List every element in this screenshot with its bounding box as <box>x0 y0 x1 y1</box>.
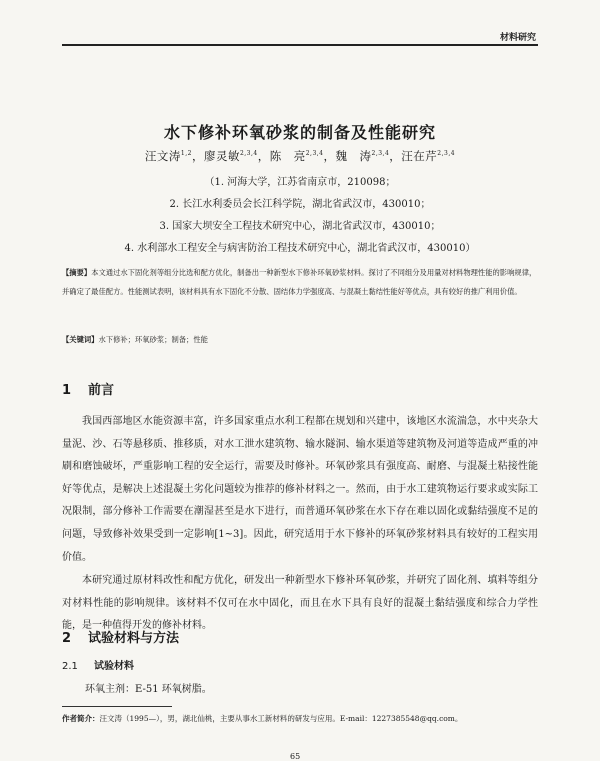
author: 汪在芹$^{2,3,4}$ <box>401 149 456 163</box>
footnote-label: 作者简介： <box>62 714 100 723</box>
journal-section-tag: 材料研究 <box>499 33 536 43</box>
affiliation-line: （1. 河海大学，江苏省南京市，210098； <box>204 177 396 188</box>
intro-paragraph: 我国西部地区水能资源丰富，许多国家重点水利工程都在规划和兴建中，该地区水流湍急，水中夹杂大量泥、沙、石等悬移质、推移质，对水工泄水建筑物、输水隧洞、输水渠道等建筑物及河道等造成严重的冲刷和磨蚀破坏，严重影响工程的安全运行，需要及时修补。环氧砂浆具有强度高、耐磨、与混凝土粘接性能好等优点，是解决上述混凝土劣化问题较为推荐的修补材料之一。然而，由于水工建筑物运行要求或实际工况限制，部分修补工作需要在潮湿甚至是水下进行，而普通环氧砂浆在水下存在难以固化或黏结强度不足的问题，导致修补效果受到一定影响[1~3]。因此，研究适用于水下修补的环氧砂浆材料具有较好的工程实用价值。 <box>62 416 538 563</box>
author: 魏 涛$^{2,3,4}$， <box>335 149 402 163</box>
materials-line: 环氧主剂：E-51 环氧树脂。 <box>85 684 212 695</box>
abstract-label: 【摘要】 <box>62 268 92 277</box>
keywords <box>62 335 540 345</box>
affiliation-line: 3. 国家大坝安全工程技术研究中心，湖北省武汉市，430010； <box>159 221 441 232</box>
affiliation-line: 4. 水利部水工程安全与病害防治工程技术研究中心，湖北省武汉市，430010） <box>124 243 476 254</box>
keywords-label: 【关键词】 <box>62 335 99 344</box>
intro-paragraph: 本研究通过原材料改性和配方优化，研发出一种新型水下修补环氧砂浆，并研究了固化剂、填料等组分对材料性能的影响规律。该材料不仅可在水中固化，而且在水下具有良好的混凝土黏结强度和综合力学性能，是一种值得开发的修补材料。 <box>62 575 538 632</box>
affiliation-list <box>0 172 600 260</box>
section-heading-materials-methods: 2 试验材料与方法 <box>62 631 180 646</box>
paper-title: 水下修补环氧砂浆的制备及性能研究 <box>163 123 436 142</box>
author: 陈 亮$^{2,3,4}$， <box>269 149 336 163</box>
author-list <box>0 148 600 164</box>
affiliation-line: 2. 长江水利委员会长江科学院，湖北省武汉市，430010； <box>169 199 431 210</box>
keywords-text: 水下修补；环氧砂浆；制备；性能 <box>98 335 208 344</box>
header-rule <box>62 44 538 46</box>
footnote-rule <box>62 706 172 707</box>
footnote-text: 汪文涛（1995—），男，湖北仙桃，主要从事水工新材料的研发与应用。E-mail：1227385548@qq.com。 <box>99 714 463 723</box>
section-heading-intro: 1 前言 <box>62 383 115 398</box>
page-number: 65 <box>290 752 301 761</box>
abstract <box>62 263 540 301</box>
abstract-text: 本文通过水下固化剂等组分比选和配方优化，制备出一种新型水下修补环氧砂浆材料。探讨了不同组分及用量对材料物理性能的影响规律，并确定了最佳配方。性能测试表明，该材料具有水下固化不分散、固结体力学强度高、与混凝土黏结性能好等优点，具有较好的推广利用价值。 <box>62 268 537 296</box>
subsection-heading: 2.1 试验材料 <box>62 661 134 672</box>
author: 廖灵敏$^{2,3,4}$， <box>203 149 270 163</box>
author: 汪文涛$^{1,2}$， <box>144 149 204 163</box>
author-footnote <box>62 710 538 728</box>
